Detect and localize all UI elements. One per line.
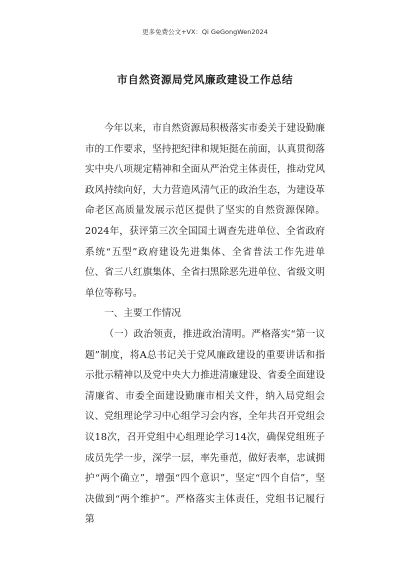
section-paragraph: （一）政治领责，推进政治清明。严格落实“第一议题”制度，将A总书记关于党风廉政建设的重要讲话和指示批示精神以及党中央大力推进清廉建设、省委全面建设清廉省、市委全面建设勤廉市相关文件，纳入局党组会议、党组理论学习中心组学习会内容，全年共召开党组会议18次，召开党组中心组理论学习14次，确保党组班子成员先学一步，深学一层，率先垂范，做好表率，忠诚拥护“两个确立”，增强“四个意识”，坚定“四个自信”，坚决做到“两个维护”。严格落实主体责任，党组书记履行第 (85, 328, 325, 526)
document-body (85, 119, 325, 531)
intro-paragraph: 今年以来，市自然资源局积极落实市委关于建设勤廉市的工作要求，坚持把纪律和规矩挺在前面，认真贯彻落实中央八项规定精神和全面从严治党主体责任，推动党风政风持续向好，大力营造风清气正的政治生态，为建设革命老区高质量发展示范区提供了坚实的自然资源保障。2024年，获评第三次全国国土调查先进单位、全省政府系统“五型”政府建设先进集体、全省普法工作先进单位、省三八红旗集体、全省扫黑除恶先进单位、省级文明单位等称号。 (85, 123, 325, 299)
document-title: 市自然资源局党风廉政建设工作总结 (117, 74, 293, 86)
section-heading: 一、主要工作情况 (104, 308, 181, 320)
header-note: 更多免费公文+VX：Qi GeGongWen2024 (142, 28, 268, 36)
